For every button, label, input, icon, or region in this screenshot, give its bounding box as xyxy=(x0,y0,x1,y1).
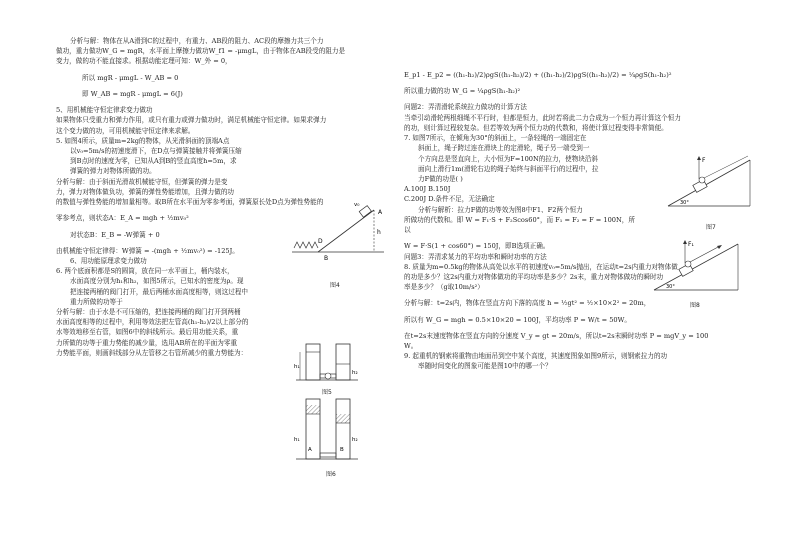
figure-6-cylinders-hatched xyxy=(292,395,362,467)
text-line: 率随时间变化的图象可能是图10中的哪一个？ xyxy=(418,362,552,371)
text-line: 变力，做的功不能直接求。根据动能定理可知：W_外 = 0， xyxy=(56,57,232,66)
text-line: 5. 如图4所示，质量m=2kg的物体，从光滑斜面的顶端A点 xyxy=(56,136,230,145)
section-heading: 问题2：弄清滑轮系统拉力做功的计算方法 xyxy=(404,103,527,112)
label-B: B xyxy=(324,255,329,262)
text-line: 7. 如图7所示，在倾角为30°的斜面上，一条轻绳的一端固定在 xyxy=(404,134,587,143)
text-line: 重力所做的功等于 xyxy=(70,297,123,306)
label-h1: h₁ xyxy=(294,364,300,370)
text-line: 水面高度分别为h₁和h₂，如图5所示，已知水的密度为ρ。现 xyxy=(70,277,244,286)
equation: 零参考点，则状态A：E_A = mgh + ½mv₀² xyxy=(56,214,189,223)
text-line: 力F做的功是( ) xyxy=(418,174,463,183)
text-line: 面向上滑行1m(滑轮右边的绳子始终与斜面平行)的过程中，拉 xyxy=(418,164,599,173)
equation: 分析与解：t=2s内，物体在竖直方向下落的高度 h = ½gt² = ½×10×2² = 20m， xyxy=(404,299,651,308)
label-h2: h₂ xyxy=(352,370,358,376)
label-A: A xyxy=(378,209,383,216)
section-heading: 6、用功能原理求变力做功 xyxy=(70,256,147,265)
figure-7-caption: 图7 xyxy=(706,224,716,231)
label-F1: F₁ xyxy=(688,241,694,248)
figure-5-two-cylinders xyxy=(292,340,362,386)
label-angle: 30° xyxy=(666,284,675,290)
section-heading: 问题3：弄清求某力的平均功率和瞬时功率的方法 xyxy=(404,252,547,261)
label-F: F xyxy=(702,157,706,164)
equation: 对状态B：E_B = -W弹簧 + 0 xyxy=(70,230,160,239)
figure-5-caption: 图5 xyxy=(322,389,332,396)
label-angle: 30° xyxy=(680,200,689,206)
text-line: 把连接两桶的阀门打开，最后两桶水面高度相等，则这过程中 xyxy=(70,287,249,296)
answer-options: A.100J B.150J xyxy=(404,185,451,194)
text-line: 的数值与弹性势能的增加量相等。取B所在水平面为零参考面，弹簧原长处D点为弹性势能的 xyxy=(56,198,324,207)
text-line: 个方向总是竖直向上，大小恒为F=100N的拉力，使物块沿斜 xyxy=(418,154,599,163)
label-h: h xyxy=(377,229,381,236)
label-v0: v₀ xyxy=(354,202,360,208)
equation: 所以有 W_G = mgh = 0.5×10×20 = 100J，平均功率 P = W/t = 50W。 xyxy=(404,315,631,324)
text-line: 弹簧的弹力对物体所做的功。 xyxy=(70,167,156,176)
text-line: 力所做的功等于重力势能的减少量，选用AB所在的平面为零重 xyxy=(56,338,238,347)
figure-7-incline-pulley xyxy=(664,152,754,214)
figure-8-force-decomposition xyxy=(650,236,742,298)
text-line: 以v₀=5m/s的初速度滑下，在D点与弹簧接触并将弹簧压缩 xyxy=(70,146,242,155)
equation: 所以 mgR - μmgL - W_AB = 0 xyxy=(82,73,179,82)
label-h1: h₁ xyxy=(294,437,300,443)
label-A: A xyxy=(308,447,312,453)
text-line: 如果物体只受重力和弹力作用，或只有重力或弹力做功时，满足机械能守恒定律。如果求弹力 xyxy=(56,116,327,125)
figure-8-caption: 图8 xyxy=(690,302,700,309)
answer-options: C.200J D.条件不足，无法确定 xyxy=(404,195,495,204)
label-D: D xyxy=(318,238,323,245)
text-line: 这个变力做的功，可用机械能守恒定律来求解。 xyxy=(56,126,195,135)
text-line: 以 xyxy=(404,226,411,235)
text-line: 力，弹力对物体做负功，弹簧的弹性势能增加，且弹力做的功 xyxy=(56,187,235,196)
text-line: 力势能平面，则画斜线部分从左管移之右管所减少的重力势能为： xyxy=(56,348,248,357)
section-heading: 5、用机械能守恒定律求变力做功 xyxy=(56,106,153,115)
figure-4-caption: 图4 xyxy=(330,282,340,289)
equation: E_p1 - E_p2 = ((h₁-h₂)/2)ρgS((h₁-h₂)/2) + ((h₁-h₂)/2)ρgS((h₁-h₂)/2) = ¼ρgS(h₁-h₂)² xyxy=(404,71,672,79)
label-B: B xyxy=(340,447,344,453)
text-line: W。 xyxy=(404,342,418,351)
equation: 即 W_AB = mgR - μmgL = 6(J) xyxy=(82,89,183,98)
text-line: 9. 起重机的钢索将重物由地面吊到空中某个高度，其速度图象如图9所示，则钢索拉力的功 xyxy=(404,352,668,361)
label-h2: h₂ xyxy=(352,437,358,443)
text-line: 到B点时的速度为零，已知从A到B的竖直高度h=5m，求 xyxy=(70,157,237,166)
text-line: 分析与解：由于水是不可压缩的，把连接两桶的阀门打开到两桶 xyxy=(56,308,241,317)
equation: 由机械能守恒定律得：W弹簧 = -(mgh + ½mv₀²) = -125J。 xyxy=(56,246,239,255)
text-line: 率是多少？（g取10m/s²） xyxy=(404,283,484,292)
equation: 所以重力做的功 W_G = ¼ρgS(h₁-h₂)² xyxy=(404,87,521,96)
text-line: 做功，重力做功W_G = mgR，水平面上摩擦力做功W_f1 = -μmgL，由于物体在AB段受的阻力是 xyxy=(56,47,346,56)
text-line: 所做功的代数和。即 W = F₁·S + F₂Scos60°，而 F₁ = F₂ = F = 100N，所 xyxy=(404,215,635,224)
text-line: 分析与解：物体在从A滑到C的过程中，有重力、AB段的阻力、AC段的摩擦力共三个力 xyxy=(70,37,324,45)
text-line: 分析与解析：拉力F做的功等效为图8中F1、F2两个恒力 xyxy=(418,205,583,214)
text-line: 分析与解：由于斜面光滑故机械能守恒，但弹簧的弹力是变 xyxy=(56,177,228,186)
text-line: 6. 两个底面积都是S的圆筒，放在同一水平面上，桶内装水， xyxy=(56,267,234,276)
right-column xyxy=(404,70,750,372)
text-line: 水等效地移至右管，如图6中的斜线所示。最后用功能关系，重 xyxy=(56,328,239,337)
text-line: 的功是多少？这2s内重力对物体做功的平均功率是多少？2s末，重力对物体做功的瞬时功 xyxy=(404,272,664,281)
equation: W = F·S(1 + cos60°) = 150J，即B选项正确。 xyxy=(404,242,550,251)
text-line: 的功，则计算过程较复杂。但若等效为两个恒力功的代数和，将使计算过程变得非常简便。 xyxy=(404,123,668,132)
equation: 在t=2s末速度物体在竖直方向的分速度 V_y = gt = 20m/s，所以t=2s末瞬时功率 P = mgV_y = 100 xyxy=(404,331,709,340)
text-line: 水面高度相等的过程中，利用等效法把左管高(h₁-h₂)/2以上部分的 xyxy=(56,318,249,327)
text-line: 8. 质量为m=0.5kg的物体从高处以水平的初速度v₀=5m/s抛出，在运动t=2s内重力对物体做 xyxy=(404,262,678,271)
text-line: 斜面上，绳子跨过连在滑块上的定滑轮，绳子另一端受到一 xyxy=(418,144,590,153)
figure-6-caption: 图6 xyxy=(326,471,336,478)
text-line: 当牵引动滑轮两根细绳不平行时，但都是恒力，此时若将此二力合成为一个恒力再计算这个恒力 xyxy=(404,113,681,122)
figure-4-incline-spring xyxy=(288,196,388,262)
